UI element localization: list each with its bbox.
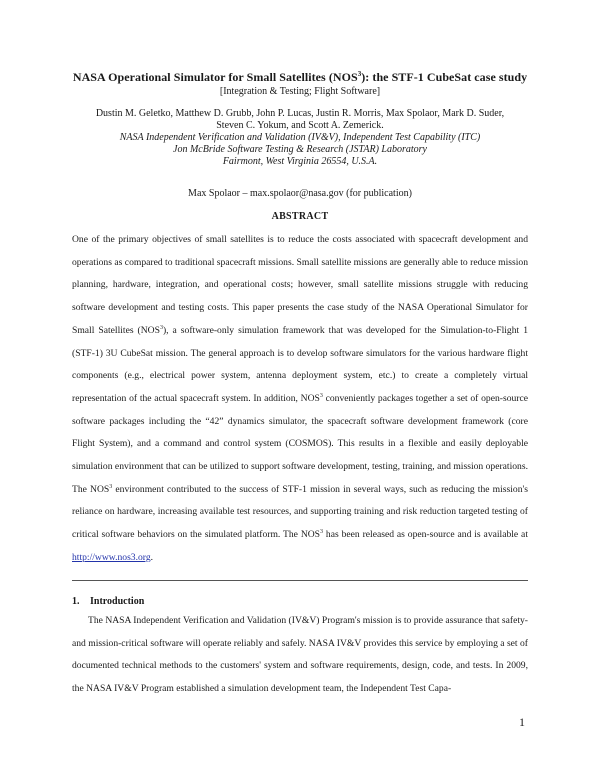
- title-text: NASA Operational Simulator for Small Satellites (NOS: [72, 70, 358, 84]
- introduction-body: [72, 610, 528, 701]
- affiliation-line-1: NASA Independent Verification and Validation (IV&V), Independent Test Capability (ITC): [119, 132, 481, 143]
- introduction-paragraph: The NASA Independent Verification and Validation (IV&V) Program's mission is to provide assurance that safety- and mission-critical software will operate reliably and safely. NASA IV&V provides this service by employing a set of documented technical methods to the customers' system and software requirements, design, code, and tests. In 2009, the NASA IV&V Program established a simulation development team, the Independent Test Capa-: [72, 615, 528, 695]
- contact-line: Max Spolaor – max.spolaor@nasa.gov (for publication): [188, 188, 412, 199]
- author-line-2: Steven C. Yokum, and Scott A. Zemerick.: [216, 120, 384, 131]
- abstract-heading: ABSTRACT: [271, 211, 329, 222]
- section-divider: [72, 580, 528, 581]
- abstract-paragraph: One of the primary objectives of small satellites is to reduce the costs associated with spacecraft development and operations as compared to traditional spacecraft missions. Small satellite missions are generally able to reduce mission planning, hardware, integration, and operational costs; however, small satellite missions struggle with reducing software development and testing costs. This paper presents the case study of the NASA Operational Simulator for Small Satellites (NOS$^3$), a software-only simulation framework that was developed for the Simulation-to-Flight 1 (STF-1) 3U CubeSat mission. The general approach is to develop software simulators for the various hardware flight components (e.g., electrical power system, antenna deployment system, etc.) to create a completely virtual representation of the actual spacecraft system. In addition, NOS$^3$ conveniently packages together a set of open-source software packages including the “42” dynamics simulator, the spacecraft software development framework (core Flight System), and a command and control system (COSMOS). This results in a flexible and easily deployable simulation environment that can be utilized to support software development, testing, training, and mission operations. The NOS$^3$ environment contributed to the success of STF-1 mission in several ways, such as reducing the mission's reliance on hardware, increasing available test resources, and supporting training and risk reduction targeted testing of critical software behaviors on the simulated platform. The NOS$^3$ has been released as open-source and is available at http://www.nos3.org.: [72, 234, 528, 563]
- paper-subtitle: [Integration & Testing; Flight Software]: [219, 86, 381, 97]
- page-number: 1: [519, 715, 525, 729]
- section-number: 1.: [72, 596, 80, 607]
- affiliation-line-2: Jon McBride Software Testing & Research (JSTAR) Laboratory: [173, 144, 427, 155]
- title-text-end: ): the STF-1 CubeSat case study: [361, 70, 528, 84]
- author-line-1: Dustin M. Geletko, Matthew D. Grubb, John P. Lucas, Justin R. Morris, Max Spolaor, Mark D. Suder,: [95, 108, 505, 119]
- title-superscript: 3: [357, 70, 362, 78]
- section-title: Introduction: [90, 596, 145, 607]
- paper-title: [0, 70, 600, 85]
- nos3-website-link[interactable]: http://www.nos3.org: [72, 551, 151, 563]
- affiliation-line-3: Fairmont, West Virginia 26554, U.S.A.: [222, 156, 378, 167]
- abstract-body: [72, 229, 528, 570]
- section-heading-introduction: [72, 596, 144, 607]
